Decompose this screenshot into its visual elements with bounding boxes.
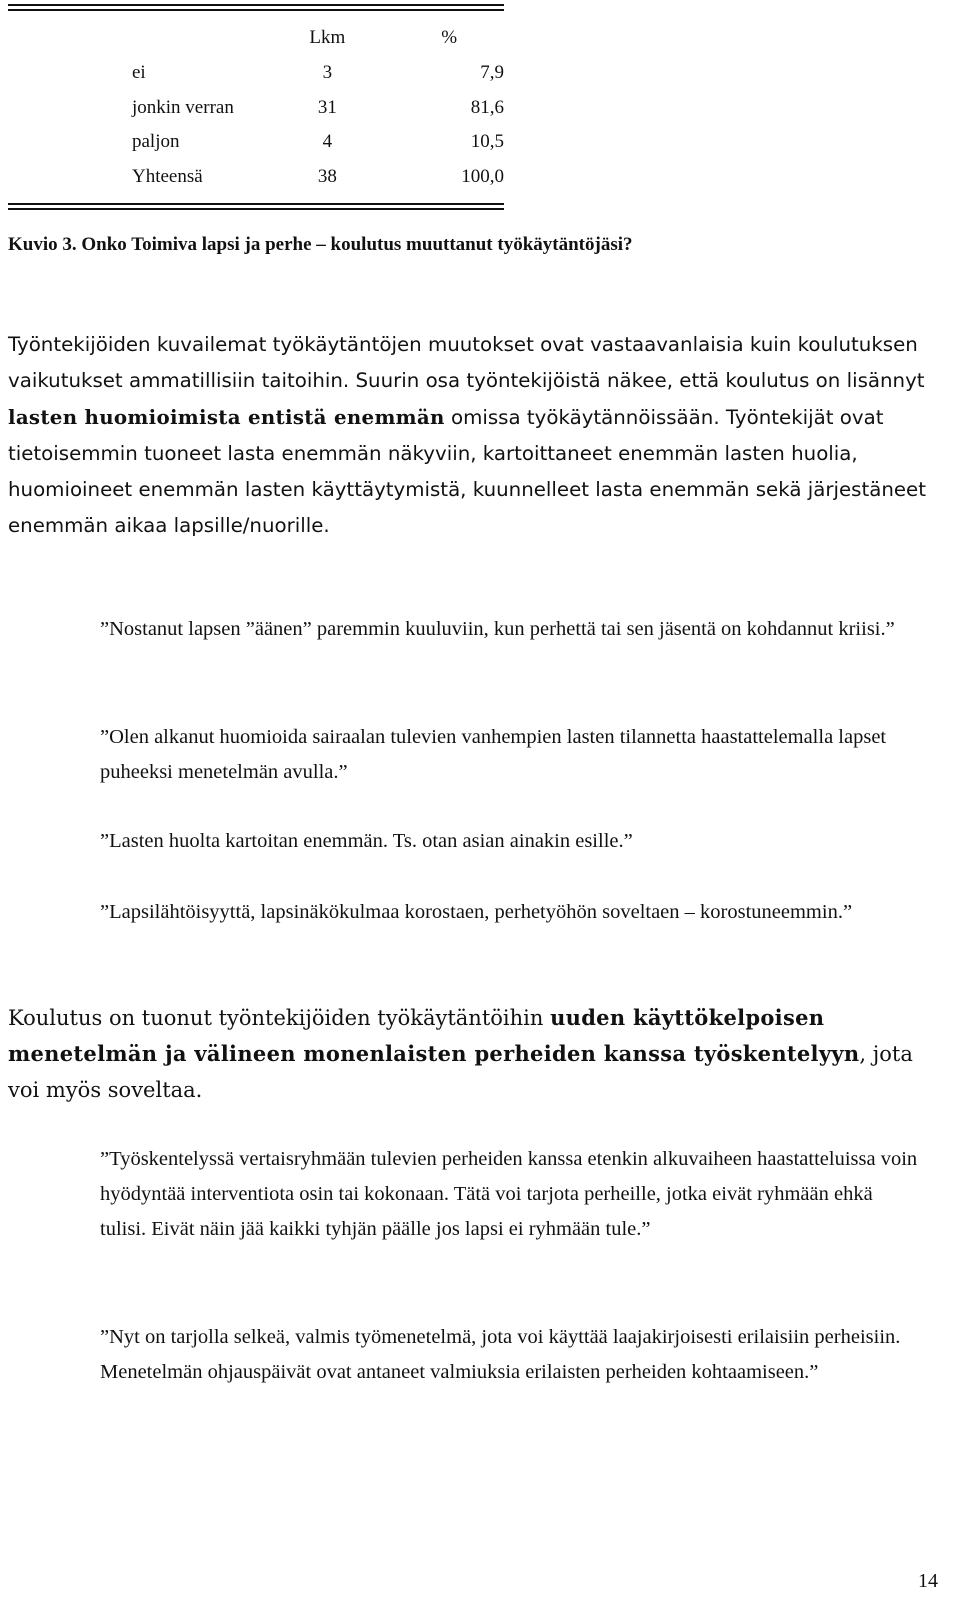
table-row: [132, 125, 504, 160]
row-count: 31: [317, 96, 337, 118]
paragraph-text: Työntekijöiden kuvailemat työkäytäntöjen muutokset ovat vastaavanlaisia kuin koulutuksen vaikutukset ammatillisiin taitoihin. Suurin osa työntekijöistä näkee, että koulutus on lisännyt: [8, 333, 925, 392]
table-top-rule-inner: [8, 9, 504, 11]
quote: ”Lasten huolta kartoitan enemmän. Ts. otan asian ainakin esille.”: [100, 830, 633, 852]
body-paragraph: [8, 1000, 943, 1108]
table-row: [132, 56, 504, 91]
page-number: 14: [918, 1570, 938, 1592]
row-label: ei: [132, 62, 146, 84]
table-header-row: [132, 20, 504, 56]
paragraph-text: omissa työkäytännöissään. Työntekijät ovat tietoisemmin tuoneet lasta enemmän näkyviin, kartoittaneet enemmän lasten huolia, huomioineet enemmän lasten käyttäytymistä, kuunnelleet lasta enemmän sekä järjestäneet enemmän aikaa lapsille/nuorille.: [8, 406, 926, 537]
row-percent: 10,5: [470, 131, 504, 153]
row-percent: 7,9: [480, 62, 504, 84]
table-row-total: [132, 160, 504, 195]
row-count: 4: [322, 131, 333, 153]
quote: ”Nyt on tarjolla selkeä, valmis työmenetelmä, jota voi käyttää laajakirjoisesti erilaisiin perheisiin. Menetelmän ohjauspäivät ovat antaneet valmiuksia erilaisten perheiden kohtaamiseen.”: [100, 1326, 901, 1383]
header-label: [132, 20, 290, 56]
header-count: Lkm: [309, 27, 346, 48]
row-count: 3: [322, 62, 333, 84]
row-percent: 81,6: [470, 96, 504, 118]
table-top-rule: [8, 4, 504, 6]
row-count: 38: [317, 165, 337, 187]
row-percent: 100,0: [461, 165, 504, 187]
figure-caption: Kuvio 3. Onko Toimiva lapsi ja perhe – koulutus muuttanut työkäytäntöjäsi?: [8, 234, 633, 255]
table-row: [132, 91, 504, 126]
quote: ”Lapsilähtöisyyttä, lapsinäkökulmaa korostaen, perhetyöhön soveltaen – korostuneemmin.”: [100, 901, 853, 923]
row-label: Yhteensä: [132, 165, 203, 187]
row-label: jonkin verran: [132, 96, 234, 118]
quote: ”Nostanut lapsen ”äänen” paremmin kuuluviin, kun perhettä tai sen jäsentä on kohdannut kriisi.”: [100, 618, 895, 640]
paragraph-text: Koulutus on tuonut työntekijöiden työkäytäntöihin: [8, 1006, 551, 1030]
body-paragraph: [8, 327, 938, 544]
table-bottom-rule-inner: [8, 208, 504, 210]
quote: ”Olen alkanut huomioida sairaalan tulevien vanhempien lasten tilannetta haastattelemalla lapset puheeksi menetelmän avulla.”: [100, 726, 887, 783]
row-label: paljon: [132, 131, 180, 153]
frequency-table: [132, 20, 504, 194]
quote: ”Työskentelyssä vertaisryhmään tulevien perheiden kanssa etenkin alkuvaiheen haastatteluissa voin hyödyntää interventiota osin tai kokonaan. Tätä voi tarjota perheille, jotka eivät ryhmään ehkä tulisi. Eivät näin jää kaikki tyhjän päälle jos lapsi ei ryhmään tule.”: [100, 1148, 918, 1240]
paragraph-emphasis: lasten huomioimista entistä enemmän: [8, 405, 445, 429]
header-percent: %: [441, 27, 458, 48]
paragraph-text: , jota voi myös soveltaa.: [8, 1042, 913, 1102]
paragraph-emphasis: uuden käyttökelpoisen menetelmän ja välineen monenlaisten perheiden kanssa työskentelyyn: [8, 1005, 860, 1066]
table-bottom-rule: [8, 203, 504, 205]
